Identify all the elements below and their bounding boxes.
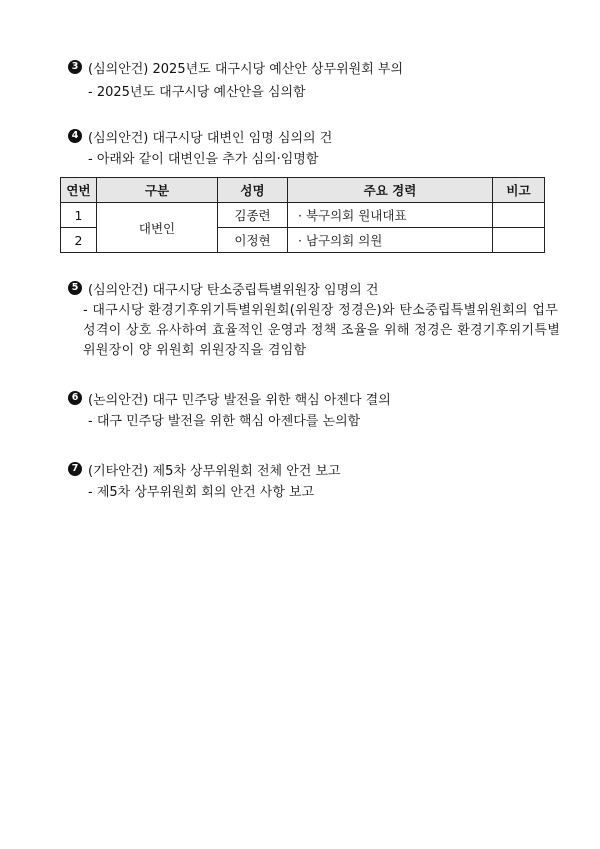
number-4-icon: 4 — [68, 129, 82, 143]
agenda-item-4-title — [68, 126, 568, 146]
row-name: 이정현 — [218, 228, 288, 253]
row-note — [493, 203, 545, 228]
agenda-item-5-title-text: (심의안건) 대구시당 탄소중립특별위원장 임명의 건 — [88, 282, 379, 298]
agenda-item-7-title — [68, 459, 568, 479]
agenda-item-5-detail: - 대구시당 환경기후위기특별위원회(위원장 정경은)와 탄소중립특별위원회의 업무 성격이 상호 유사하여 효율적인 운영과 정책 조율을 위해 정경은 환경기후위기특별위원장이 양 위원회 위원장직을 겸임함 — [83, 303, 561, 358]
number-3-icon: 3 — [68, 60, 82, 74]
agenda-item-3-title — [68, 57, 568, 77]
agenda-item-3-detail: - 2025년도 대구시당 예산안을 심의함 — [88, 85, 306, 100]
number-5-icon: 5 — [68, 281, 82, 295]
row-name: 김종련 — [218, 203, 288, 228]
header-no: 연번 — [61, 178, 97, 203]
table-row — [61, 203, 545, 228]
header-name: 성명 — [218, 178, 288, 203]
row-career: · 북구의회 원내대표 — [288, 203, 493, 228]
agenda-item-5-title — [68, 278, 568, 298]
agenda-item-7-detail: - 제5차 상무위원회 회의 안건 사항 보고 — [88, 485, 315, 500]
agenda-item-7-title-text: (기타안건) 제5차 상무위원회 전체 안건 보고 — [88, 463, 341, 479]
agenda-item-7 — [68, 459, 568, 503]
row-career: · 남구의회 의원 — [288, 228, 493, 253]
spokesperson-table — [60, 177, 545, 253]
header-career: 주요 경력 — [288, 178, 493, 203]
table-header-row — [61, 178, 545, 203]
agenda-item-6 — [68, 388, 568, 432]
agenda-item-6-detail: - 대구 민주당 발전을 위한 핵심 아젠다를 논의함 — [88, 414, 361, 429]
row-no: 2 — [61, 228, 97, 253]
agenda-item-3 — [68, 57, 568, 103]
agenda-item-6-title — [68, 388, 568, 408]
row-no: 1 — [61, 203, 97, 228]
agenda-item-3-title-text: (심의안건) 2025년도 대구시당 예산안 상무위원회 부의 — [88, 61, 404, 77]
number-6-icon: 6 — [68, 391, 82, 405]
agenda-item-6-title-text: (논의안건) 대구 민주당 발전을 위한 핵심 아젠다 결의 — [88, 392, 391, 408]
agenda-item-5 — [68, 278, 568, 361]
agenda-item-4 — [68, 126, 568, 170]
header-note: 비고 — [493, 178, 545, 203]
agenda-item-4-title-text: (심의안건) 대구시당 대변인 임명 심의의 건 — [88, 130, 333, 146]
number-7-icon: 7 — [68, 462, 82, 476]
row-note — [493, 228, 545, 253]
header-category: 구분 — [97, 178, 218, 203]
agenda-item-4-detail: - 아래와 같이 대변인을 추가 심의·임명함 — [88, 152, 319, 167]
row-category: 대변인 — [97, 203, 218, 253]
